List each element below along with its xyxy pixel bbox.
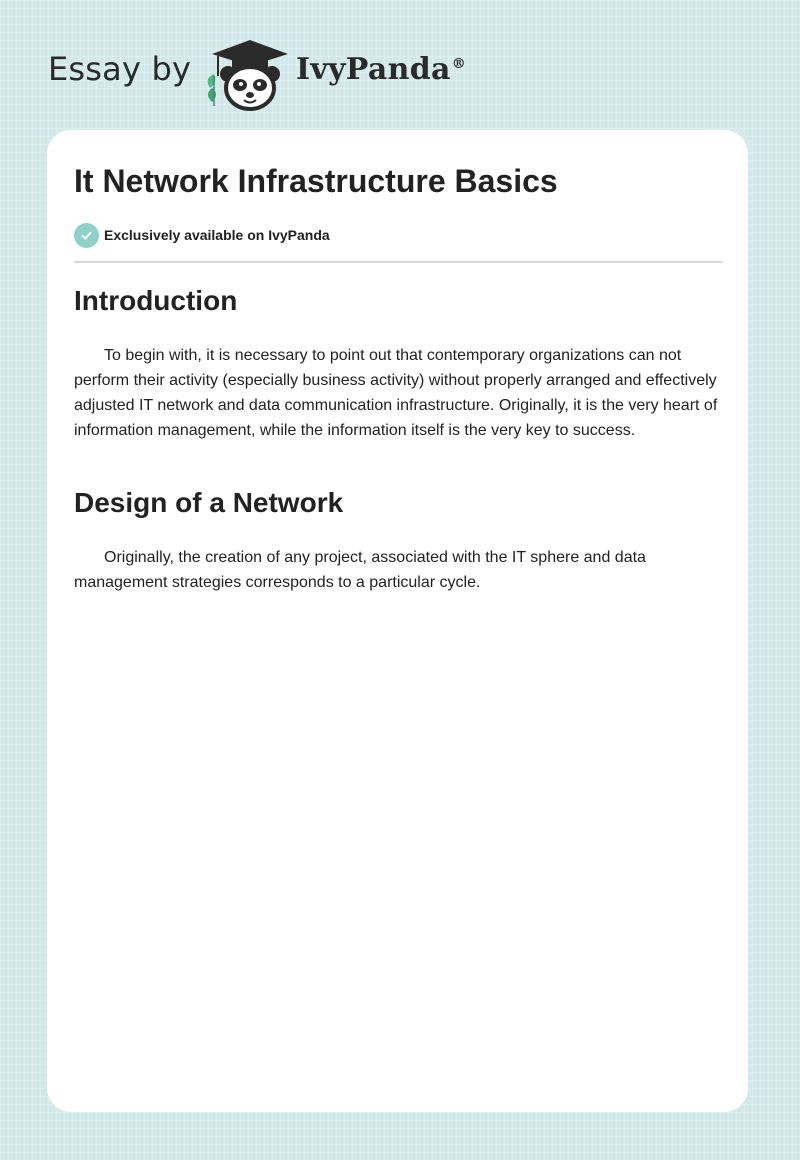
essay-card [47, 130, 748, 1112]
essay-by-label: Essay by [48, 50, 192, 88]
brand-text: IvyPanda [296, 52, 451, 87]
check-icon [74, 223, 99, 248]
section-heading-design: Design of a Network [74, 487, 344, 518]
registered-mark: ® [451, 56, 467, 72]
site-header [48, 34, 508, 114]
exclusive-label: Exclusively available on IvyPanda [104, 227, 330, 243]
divider [74, 261, 723, 263]
exclusive-badge [74, 222, 330, 248]
section-paragraph-design: Originally, the creation of any project, associated with the IT sphere and data management strategies corresponds to a particular cycle. [74, 549, 646, 591]
section-heading-introduction: Introduction [74, 285, 238, 316]
panda-graduate-icon[interactable] [202, 36, 298, 112]
brand-name[interactable] [296, 52, 466, 87]
section-paragraph-introduction: To begin with, it is necessary to point out that contemporary organizations can not perform their activity (especially business activity) without properly arranged and effectively adjusted IT network and data communication infrastructure. Originally, it is the very heart of information management, while the information itself is the very key to success. [74, 347, 718, 439]
page-title: It Network Infrastructure Basics [74, 163, 558, 199]
